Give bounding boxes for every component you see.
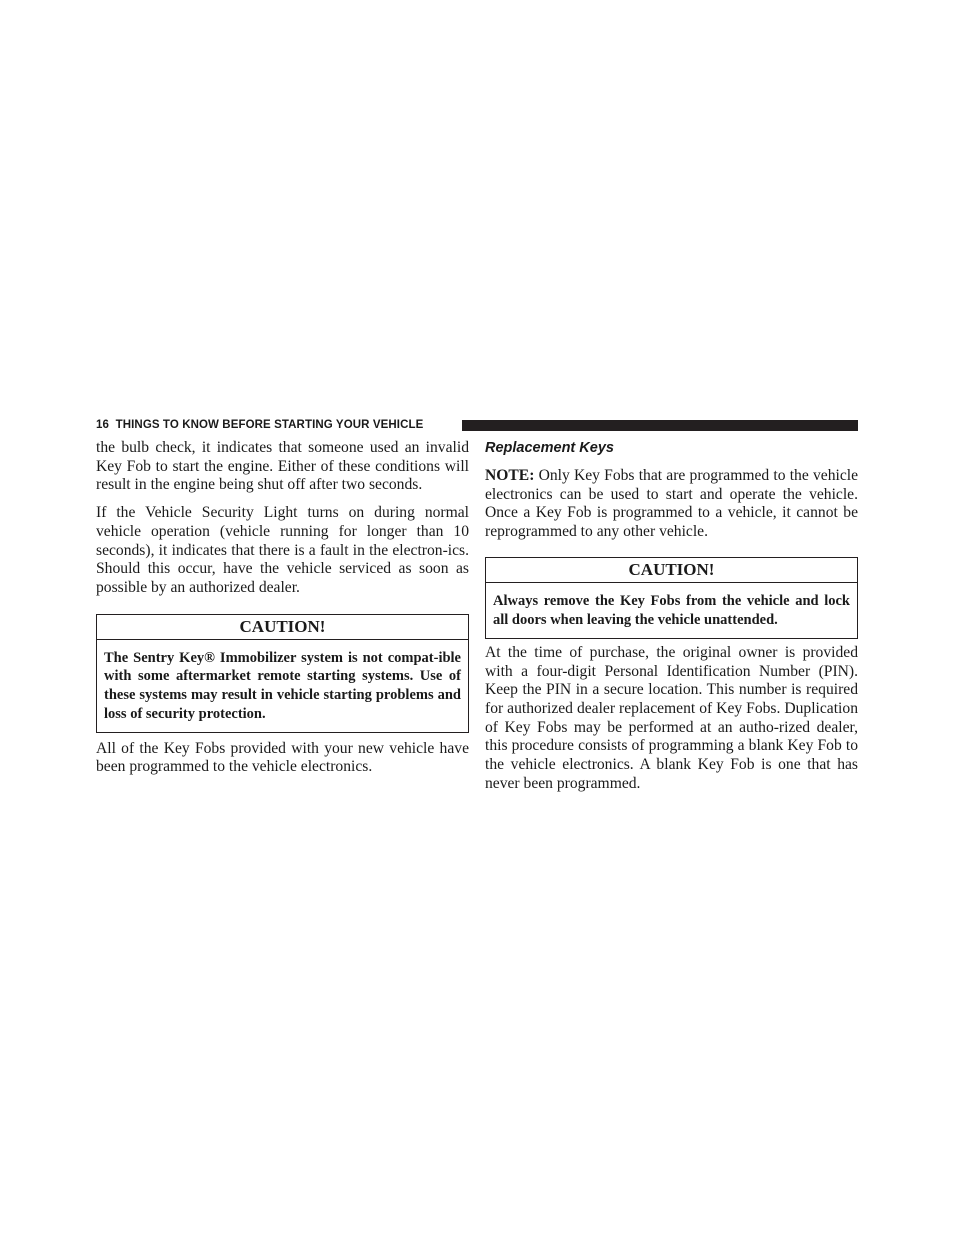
caution-title: CAUTION! (486, 558, 857, 583)
section-heading-replacement-keys: Replacement Keys (485, 440, 614, 456)
left-paragraph-2: If the Vehicle Security Light turns on during normal vehicle operation (vehicle running for longer than 10 seconds), it indicates that there is a fault in the electron-ics. Should this occur, have the vehicle serviced as soon as possible by an authorized dealer. (96, 504, 469, 596)
caution-text: The Sentry Key® Immobilizer system is not compat-ible with some aftermarket remote starting systems. Use of these systems may result in vehicle starting problems and loss of security protection. (104, 649, 461, 722)
caution-box-remove-fobs (485, 557, 858, 639)
note-paragraph (485, 467, 858, 542)
caution-text: Always remove the Key Fobs from the vehicle and lock all doors when leaving the vehicle unattended. (493, 592, 850, 628)
page-number: 16 (96, 419, 109, 431)
right-paragraph-1: At the time of purchase, the original owner is provided with a four-digit Personal Identification Number (PIN). Keep the PIN in a secure location. This number is required for authorized dealer replacement of Key Fobs. Duplication of Key Fobs may be performed at an autho-rized dealer, this procedure consists of programming a blank Key Fob to the vehicle electronics. A blank Key Fob is one that has never been programmed. (485, 643, 858, 792)
right-column (485, 439, 858, 793)
page-header (96, 417, 858, 433)
note-label: NOTE: (485, 467, 535, 484)
caution-box-immobilizer (96, 614, 469, 733)
note-text: Only Key Fobs that are programmed to the vehicle electronics can be used to start and operate the vehicle. Once a Key Fob is programmed to a vehicle, it cannot be reprogrammed to any other vehicle. (485, 467, 858, 541)
left-paragraph-1: the bulb check, it indicates that someone used an invalid Key Fob to start the engine. Either of these conditions will result in the engine being shut off after two seconds. (96, 439, 469, 494)
caution-title: CAUTION! (97, 615, 468, 640)
header-text (96, 417, 423, 433)
header-section-title: THINGS TO KNOW BEFORE STARTING YOUR VEHICLE (115, 419, 424, 431)
header-rule-bar (462, 420, 858, 431)
left-column (96, 439, 469, 777)
left-paragraph-3: All of the Key Fobs provided with your new vehicle have been programmed to the vehicle electronics. (96, 739, 469, 776)
